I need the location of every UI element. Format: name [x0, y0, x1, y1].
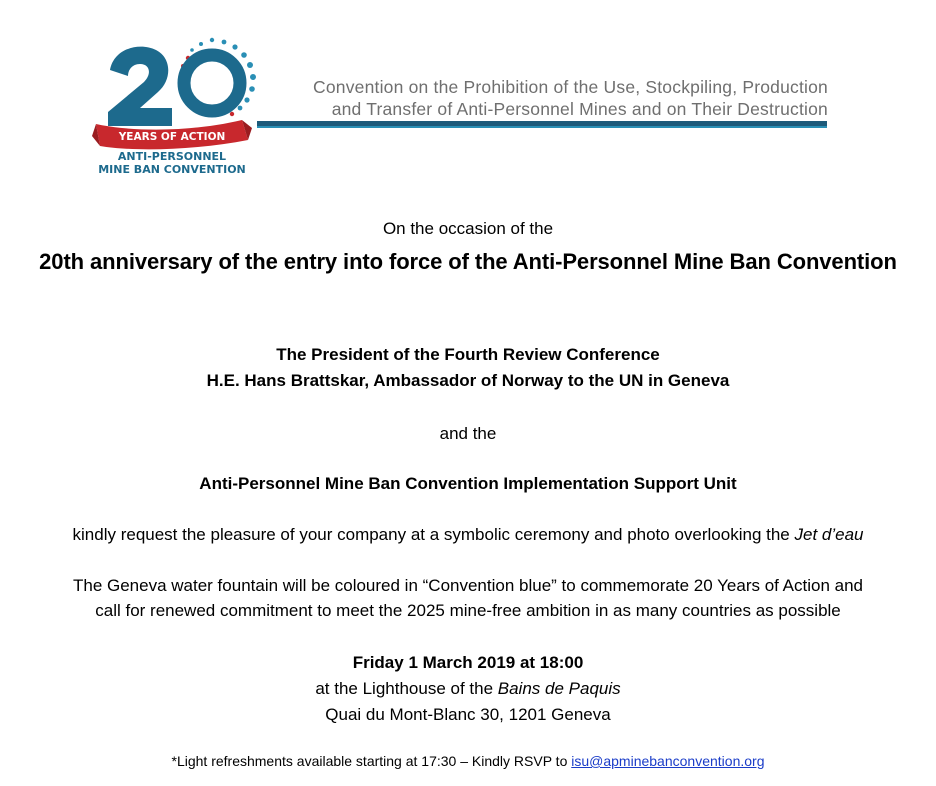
logo-digit-two: [108, 47, 172, 126]
logo-line-1: ANTI-PERSONNEL: [117, 150, 227, 163]
fountain-line-1: The Geneva water fountain will be coloured in “Convention blue” to commemorate 20 Years of Action and: [72, 576, 864, 595]
president-title: The President of the Fourth Review Conference: [276, 345, 660, 364]
isu-name: Anti-Personnel Mine Ban Convention Implementation Support Unit: [199, 474, 737, 493]
invitation-request: [0, 525, 936, 545]
header-rule: [257, 121, 827, 128]
convention-title-line-1: Convention on the Prohibition of the Use, Stockpiling, Production: [313, 77, 828, 97]
anti-personnel-mine-ban-convention-logo: [92, 28, 262, 176]
convention-full-title: [272, 76, 828, 120]
convention-title-line-2: and Transfer of Anti-Personnel Mines and on Their Destruction: [331, 99, 828, 119]
fountain-line-2: call for renewed commitment to meet the 2025 mine-free ambition in as many countries as possible: [95, 601, 841, 620]
event-date: Friday 1 March 2019 at 18:00: [352, 653, 584, 672]
venue-prefix: at the Lighthouse of the: [315, 679, 498, 698]
venue-name: Bains de Paquis: [497, 679, 621, 698]
jet-deau: Jet d’eau: [794, 525, 864, 544]
event-address: Quai du Mont-Blanc 30, 1201 Geneva: [325, 705, 611, 724]
event-venue: [0, 679, 936, 699]
and-the-text: and the: [439, 424, 497, 443]
footer-note: [0, 753, 936, 769]
occasion-text: On the occasion of the: [382, 219, 554, 238]
logo-figure: [200, 63, 230, 100]
headline: 20th anniversary of the entry into force of the Anti-Personnel Mine Ban Convention: [39, 249, 897, 274]
rsvp-email-link[interactable]: isu@apminebanconvention.org: [571, 753, 765, 769]
request-text: kindly request the pleasure of your company at a symbolic ceremony and photo overlooking the: [72, 525, 795, 544]
footer-text: *Light refreshments available starting at 17:30 – Kindly RSVP to: [171, 753, 572, 769]
president-name: H.E. Hans Brattskar, Ambassador of Norway to the UN in Geneva: [206, 371, 730, 390]
logo-line-2: MINE BAN CONVENTION: [98, 163, 246, 176]
logo-ribbon-text: YEARS OF ACTION: [118, 131, 226, 143]
